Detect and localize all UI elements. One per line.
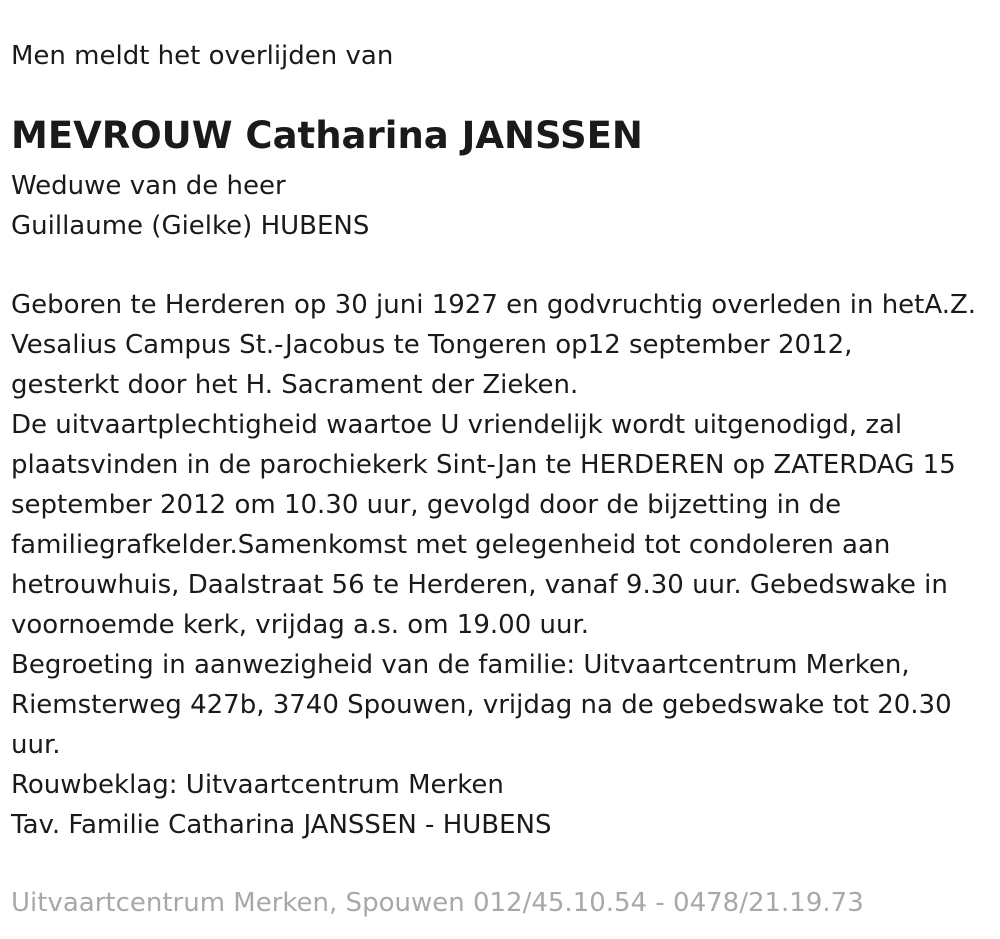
widow-block <box>11 166 369 246</box>
body-line: hetrouwhuis, Daalstraat 56 te Herderen, vanaf 9.30 uur. Gebedswake in <box>11 570 948 600</box>
body-line: voornoemde kerk, vrijdag a.s. om 19.00 uur. <box>11 610 590 640</box>
body-line: De uitvaartplechtigheid waartoe U vriendelijk wordt uitgenodigd, zal <box>11 410 903 440</box>
body-line: plaatsvinden in de parochiekerk Sint-Jan te HERDEREN op ZATERDAG 15 <box>11 450 956 480</box>
body-line: Riemsterweg 427b, 3740 Spouwen, vrijdag na de gebedswake tot 20.30 <box>11 690 952 720</box>
body-line: september 2012 om 10.30 uur, gevolgd door de bijzetting in de <box>11 490 842 520</box>
body-line: Vesalius Campus St.-Jacobus te Tongeren op12 september 2012, <box>11 330 853 360</box>
intro-text: Men meldt het overlijden van <box>11 41 394 71</box>
body-line: Geboren te Herderen op 30 juni 1927 en godvruchtig overleden in hetA.Z. <box>11 290 977 320</box>
body-line: familiegrafkelder.Samenkomst met gelegenheid tot condoleren aan <box>11 530 891 560</box>
body-line: Begroeting in aanwezigheid van de familie: Uitvaartcentrum Merken, <box>11 650 910 680</box>
body-line: Rouwbeklag: Uitvaartcentrum Merken <box>11 770 504 800</box>
funeral-home-contact: Uitvaartcentrum Merken, Spouwen 012/45.10.54 - 0478/21.19.73 <box>11 888 864 918</box>
deceased-name: MEVROUW Catharina JANSSEN <box>11 114 643 157</box>
obituary-body <box>11 285 996 845</box>
widow-line: Guillaume (Gielke) HUBENS <box>11 211 370 241</box>
body-line: uur. <box>11 730 61 760</box>
body-line: gesterkt door het H. Sacrament der Zieken. <box>11 370 579 400</box>
body-line: Tav. Familie Catharina JANSSEN - HUBENS <box>11 810 552 840</box>
widow-line: Weduwe van de heer <box>11 171 286 201</box>
